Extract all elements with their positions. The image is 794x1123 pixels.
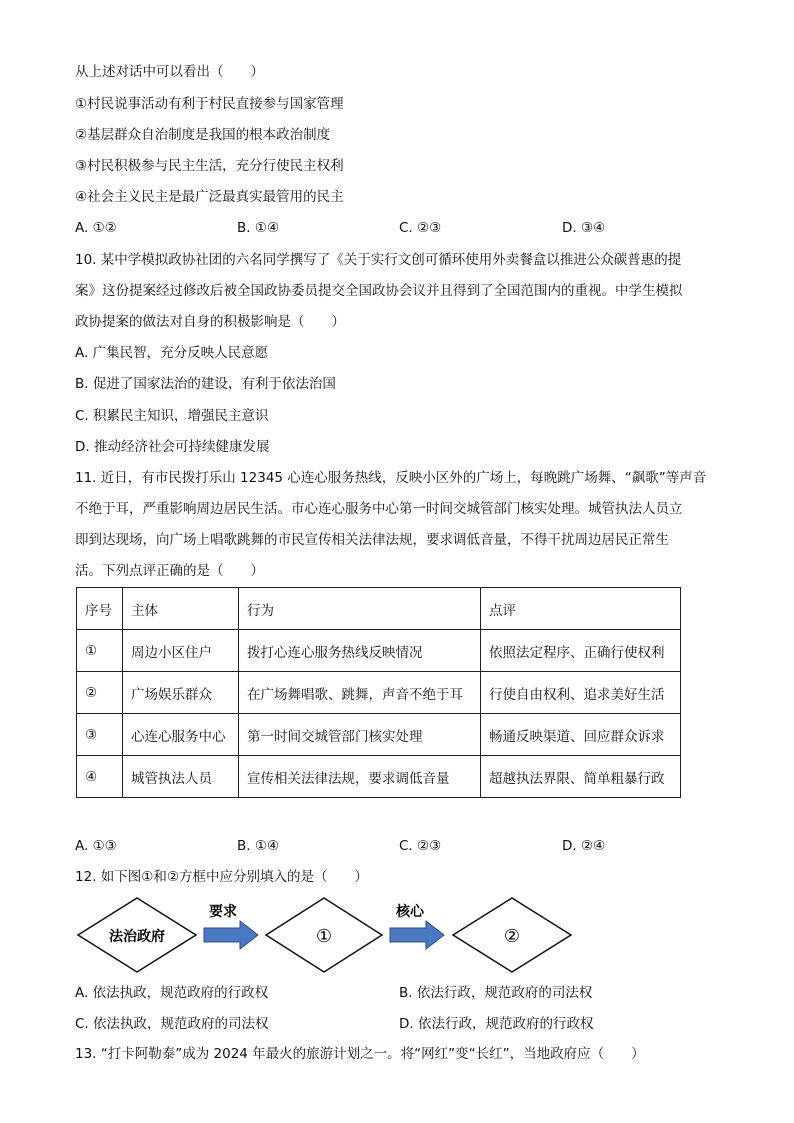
q11-table: [76, 587, 681, 798]
right-arrow-icon: [204, 921, 258, 949]
arrow-label-1: 要求: [209, 904, 237, 920]
table-row: [77, 630, 681, 672]
table-row: [77, 714, 681, 756]
table-cell: 广场娱乐群众: [123, 672, 239, 714]
q11-option-c: C. ②③: [399, 838, 442, 854]
q9-option-c: C. ②③: [399, 220, 442, 236]
q10-line-1: 10. 某中学模拟政协社团的六名同学撰写了《关于实行文创可循环使用外卖餐盒以推进公众碳普惠的提: [75, 252, 682, 268]
table-header-cell: 主体: [123, 588, 239, 630]
q11-option-a: A. ①③: [75, 838, 117, 854]
table-cell: 拨打心连心服务热线反映情况: [239, 630, 481, 672]
q9-statement-1: ①村民说事活动有利于村民直接参与国家管理: [75, 96, 344, 112]
table-header-cell: 序号: [77, 588, 123, 630]
table-cell: 宣传相关法律法规，要求调低音量: [239, 756, 481, 798]
q11-line-4: 活。下列点评正确的是（ ）: [75, 563, 264, 579]
q10-line-3: 政协提案的做法对自身的积极影响是（ ）: [75, 314, 345, 330]
q12-option-c: C. 依法执政，规范政府的司法权: [75, 1016, 269, 1032]
q12-stem: 12. 如下图①和②方框中应分别填入的是（ ）: [75, 869, 368, 885]
table-cell: 心连心服务中心: [123, 714, 239, 756]
table-cell: ②: [77, 672, 123, 714]
q9-option-b: B. ①④: [237, 220, 280, 236]
table-cell: 第一时间交城管部门核实处理: [239, 714, 481, 756]
q10-option-c: C. 积累民主知识，增强民主意识: [75, 408, 269, 424]
q11-line-3: 即到达现场，向广场上唱歌跳舞的市民宣传相关法律法规，要求调低音量，不得干扰周边居民正常生: [75, 532, 669, 548]
q11-line-2: 不绝于耳，严重影响周边居民生活。市心连心服务中心第一时间交城管部门核实处理。城管执法人员立: [75, 501, 683, 517]
q11-option-b: B. ①④: [237, 838, 280, 854]
q12-option-d: D. 依法行政，规范政府的行政权: [399, 1016, 594, 1032]
table-cell: 城管执法人员: [123, 756, 239, 798]
diamond-label-2: ①: [315, 926, 333, 947]
table-cell: 依照法定程序、正确行使权利: [481, 630, 681, 672]
diamond-label-1: 法治政府: [109, 929, 165, 945]
q10-option-b: B. 促进了国家法治的建设，有利于依法治国: [75, 376, 336, 392]
table-header-cell: 点评: [481, 588, 681, 630]
q9-statement-4: ④社会主义民主是最广泛最真实最管用的民主: [75, 189, 344, 205]
table-cell: 周边小区住户: [123, 630, 239, 672]
q9-statement-2: ②基层群众自治制度是我国的根本政治制度: [75, 127, 331, 143]
q10-option-a: A. 广集民智，充分反映人民意愿: [75, 345, 269, 361]
q10-option-d: D. 推动经济社会可持续健康发展: [75, 439, 270, 455]
table-cell: ③: [77, 714, 123, 756]
q11-option-d: D. ②④: [562, 838, 606, 854]
q12-flow-diagram: [70, 890, 590, 982]
table-cell: ④: [77, 756, 123, 798]
q9-option-a: A. ①②: [75, 220, 117, 236]
q12-option-a: A. 依法执政，规范政府的行政权: [75, 985, 269, 1001]
q9-statement-3: ③村民积极参与民主生活，充分行使民主权利: [75, 158, 344, 174]
diamond-label-3: ②: [503, 926, 521, 947]
table-cell: 畅通反映渠道、回应群众诉求: [481, 714, 681, 756]
table-cell: 行使自由权利、追求美好生活: [481, 672, 681, 714]
table-header-row: [77, 588, 681, 630]
table-row: [77, 672, 681, 714]
table-header-cell: 行为: [239, 588, 481, 630]
q11-line-1: 11. 近日，有市民拨打乐山 12345 心连心服务热线，反映小区外的广场上，每晚跳广场舞、“飙歌”等声音: [75, 470, 707, 486]
table-cell: 在广场舞唱歌、跳舞，声音不绝于耳: [239, 672, 481, 714]
arrow-label-2: 核心: [396, 904, 424, 920]
right-arrow-icon: [390, 921, 444, 949]
q9-option-d: D. ③④: [562, 220, 606, 236]
table-cell: ①: [77, 630, 123, 672]
table-cell: 超越执法界限、简单粗暴行政: [481, 756, 681, 798]
table-row: [77, 756, 681, 798]
q9-stem: 从上述对话中可以看出（ ）: [75, 64, 264, 80]
q13-stem: 13. “打卡阿勒泰”成为 2024 年最火的旅游计划之一。将“网红”变“长红”，当地政府应（ ）: [75, 1046, 645, 1062]
q10-line-2: 案》这份提案经过修改后被全国政协委员提交全国政协会议并且得到了全国范围内的重视。中学生模拟: [75, 283, 683, 299]
q12-option-b: B. 依法行政，规范政府的司法权: [399, 985, 593, 1001]
